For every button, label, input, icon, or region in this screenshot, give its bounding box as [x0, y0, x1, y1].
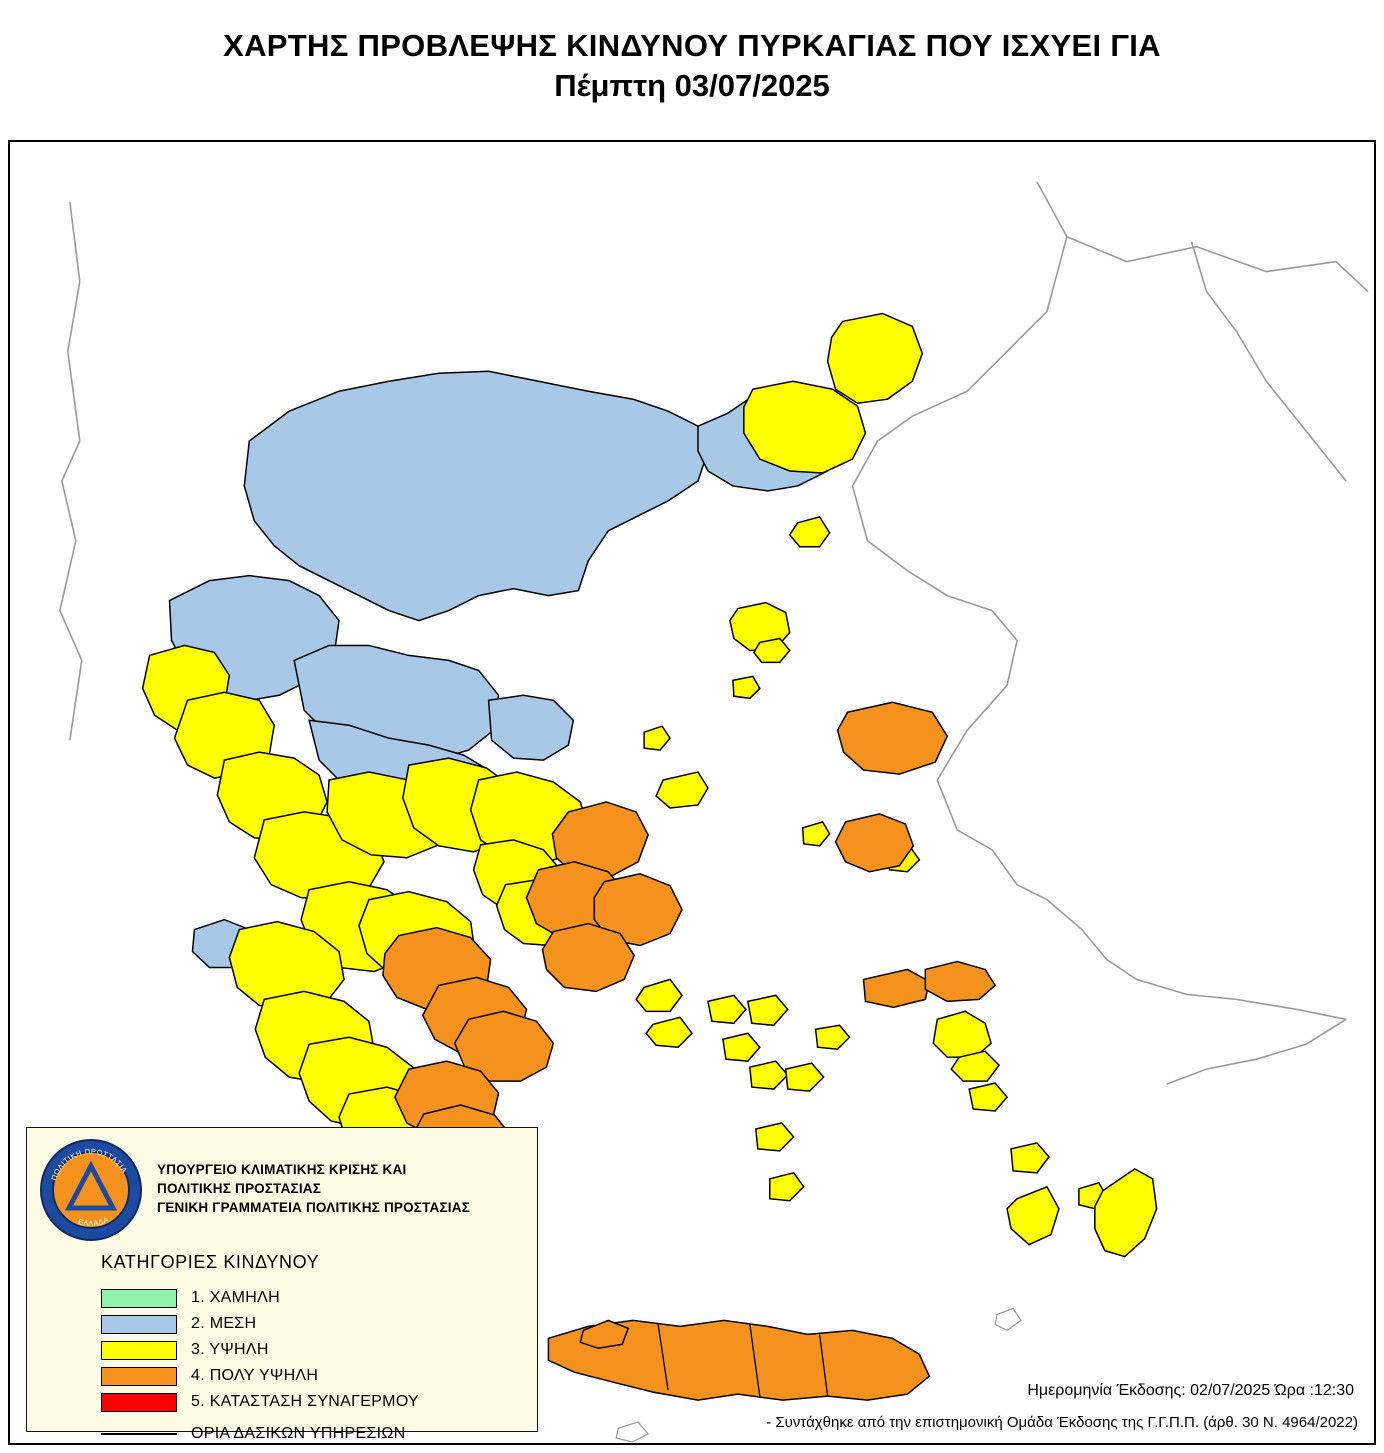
civil-protection-emblem	[39, 1138, 143, 1242]
issue-date-line: Ημερομηνία Έκδοσης: 02/07/2025 Ώρα :12:30	[1027, 1382, 1354, 1399]
emblem-top-text: ΠΟΛΙΤΙΚΗ ΠΡΟΣΤΑΣΙΑ	[49, 1146, 130, 1182]
legend-panel	[26, 1127, 538, 1442]
org-line-2: ΠΟΛΙΤΙΚΗΣ ΠΡΟΣΤΑΣΙΑΣ	[157, 1181, 322, 1196]
org-line-3: ΓΕΝΙΚΗ ΓΡΑΜΜΑΤΕΙΑ ΠΟΛΙΤΙΚΗΣ ΠΡΟΣΤΑΣΙΑΣ	[157, 1200, 470, 1215]
boundary-line-sample	[101, 1433, 177, 1435]
legend-label-low: 1. ΧΑΜΗΛΗ	[191, 1289, 280, 1306]
legend-item-low	[101, 1285, 525, 1311]
emblem-icon	[39, 1138, 143, 1242]
legend-swatch-low	[101, 1289, 177, 1308]
compiled-by-line: - Συντάχθηκε από την επιστημονική Ομάδα Έκδοσης της Γ.Γ.Π.Π. (άρθ. 30 Ν. 4964/2022)	[766, 1414, 1358, 1431]
page-title-line2: Πέμπτη 03/07/2025	[554, 68, 830, 103]
org-line-1: ΥΠΟΥΡΓΕΙΟ ΚΛΙΜΑΤΙΚΗΣ ΚΡΙΣΗΣ ΚΑΙ	[157, 1162, 407, 1177]
organization-name	[157, 1138, 470, 1217]
legend-label-alarm: 5. ΚΑΤΑΣΤΑΣΗ ΣΥΝΑΓΕΡΜΟΥ	[191, 1393, 420, 1410]
page-header	[0, 0, 1384, 140]
legend-swatch-high	[101, 1341, 177, 1360]
legend-category-list	[101, 1285, 525, 1445]
legend-item-very-high	[101, 1363, 525, 1389]
legend-item-medium	[101, 1311, 525, 1337]
legend-label-boundary: ΟΡΙΑ ΔΑΣΙΚΩΝ ΥΠΗΡΕΣΙΩΝ	[191, 1425, 406, 1442]
legend-label-medium: 2. ΜΕΣΗ	[191, 1315, 257, 1332]
emblem-bottom-text: ΕΛΛΑΔΑ	[77, 1214, 111, 1229]
legend-header	[39, 1138, 525, 1242]
legend-label-high: 3. ΥΨΗΛΗ	[191, 1341, 269, 1358]
legend-heading: ΚΑΤΗΓΟΡΙΕΣ ΚΙΝΔΥΝΟΥ	[101, 1252, 320, 1272]
legend-label-very-high: 4. ΠΟΛΥ ΥΨΗΛΗ	[191, 1367, 319, 1384]
legend-swatch-medium	[101, 1315, 177, 1334]
legend-swatch-alarm	[101, 1393, 177, 1412]
legend-item-boundary	[101, 1421, 525, 1445]
page-title-line1: ΧΑΡΤΗΣ ΠΡΟΒΛΕΨΗΣ ΚΙΝΔΥΝΟΥ ΠΥΡΚΑΓΙΑΣ ΠΟΥ ΙΣΧΥΕΙ ΓΙΑ	[223, 28, 1161, 63]
legend-swatch-very-high	[101, 1367, 177, 1386]
legend-item-alarm	[101, 1389, 525, 1415]
map-frame	[8, 140, 1376, 1445]
legend-item-high	[101, 1337, 525, 1363]
